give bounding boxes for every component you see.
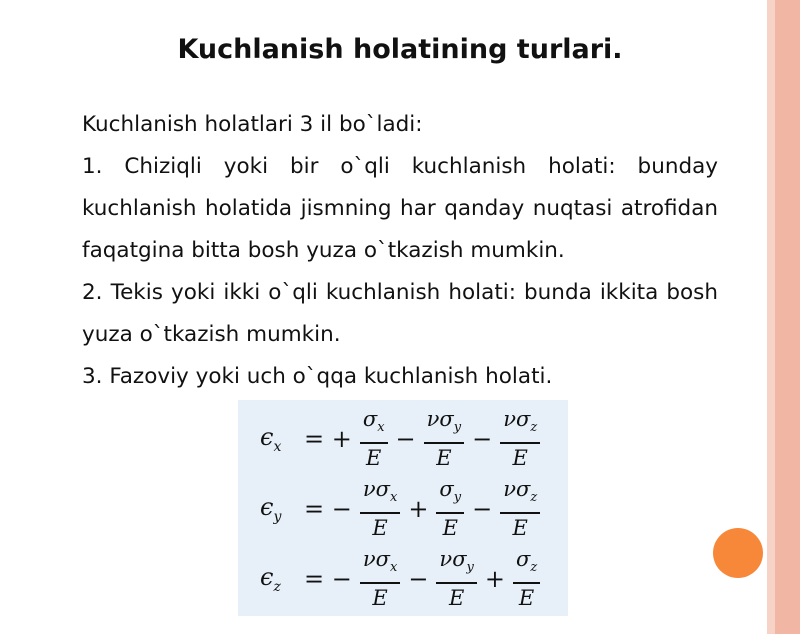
paragraph-item-1: 1. Chiziqli yoki bir o`qli kuchlanish holati: bunday kuchlanish holatida jismning har qanday nuqtasi atrofidan faqatgina bitta bosh yuza o`tkazish mumkin. bbox=[82, 154, 718, 263]
formula-fraction: $\frac{\sigma_y}{E}$ bbox=[436, 476, 464, 541]
slide-body bbox=[82, 104, 718, 398]
formula-lhs: $\epsilon_y$ bbox=[260, 493, 282, 525]
decorative-stripe-light bbox=[767, 0, 775, 634]
paragraph-item-3: 3. Fazoviy yoki uch o`qqa kuchlanish holati. bbox=[82, 364, 553, 389]
slide-title: Kuchlanish holatining turlari. bbox=[177, 34, 623, 65]
formula-operator: + bbox=[408, 495, 429, 523]
paragraph-item-2: 2. Tekis yoki ikki o`qli kuchlanish holati: bunda ikkita bosh yuza o`tkazish mumkin. bbox=[82, 280, 718, 347]
formula-operator: − bbox=[472, 495, 493, 523]
formula-lhs: $\epsilon_x$ bbox=[260, 423, 282, 455]
decorative-stripe bbox=[775, 0, 800, 634]
formula-operator: = + bbox=[304, 425, 352, 453]
formula-operator: + bbox=[484, 565, 505, 593]
formula-row bbox=[260, 478, 560, 540]
formula-row bbox=[260, 548, 560, 610]
paragraph-intro: Kuchlanish holatlari 3 il bo`ladi: bbox=[82, 112, 423, 137]
formula-row bbox=[260, 408, 560, 470]
formula-operator: − bbox=[395, 425, 416, 453]
formula-operator: − bbox=[408, 565, 429, 593]
formula-fraction: $\frac{\nu\sigma_z}{E}$ bbox=[500, 476, 540, 541]
formula-image bbox=[238, 400, 568, 616]
formula-fraction: $\frac{\nu\sigma_x}{E}$ bbox=[360, 546, 400, 611]
decorative-orange-circle bbox=[713, 528, 763, 578]
formula-fraction: $\frac{\nu\sigma_y}{E}$ bbox=[436, 546, 476, 611]
formula-fraction: $\frac{\nu\sigma_z}{E}$ bbox=[500, 406, 540, 471]
formula-operator: = − bbox=[304, 495, 352, 523]
formula-operator: − bbox=[472, 425, 493, 453]
formula-operator: = − bbox=[304, 565, 352, 593]
formula-lhs: $\epsilon_z$ bbox=[260, 563, 281, 595]
formula-fraction: $\frac{\nu\sigma_y}{E}$ bbox=[424, 406, 464, 471]
formula-fraction: $\frac{\nu\sigma_x}{E}$ bbox=[360, 476, 400, 541]
formula-fraction: $\frac{\sigma_z}{E}$ bbox=[513, 546, 540, 611]
formula-fraction: $\frac{\sigma_x}{E}$ bbox=[360, 406, 388, 471]
